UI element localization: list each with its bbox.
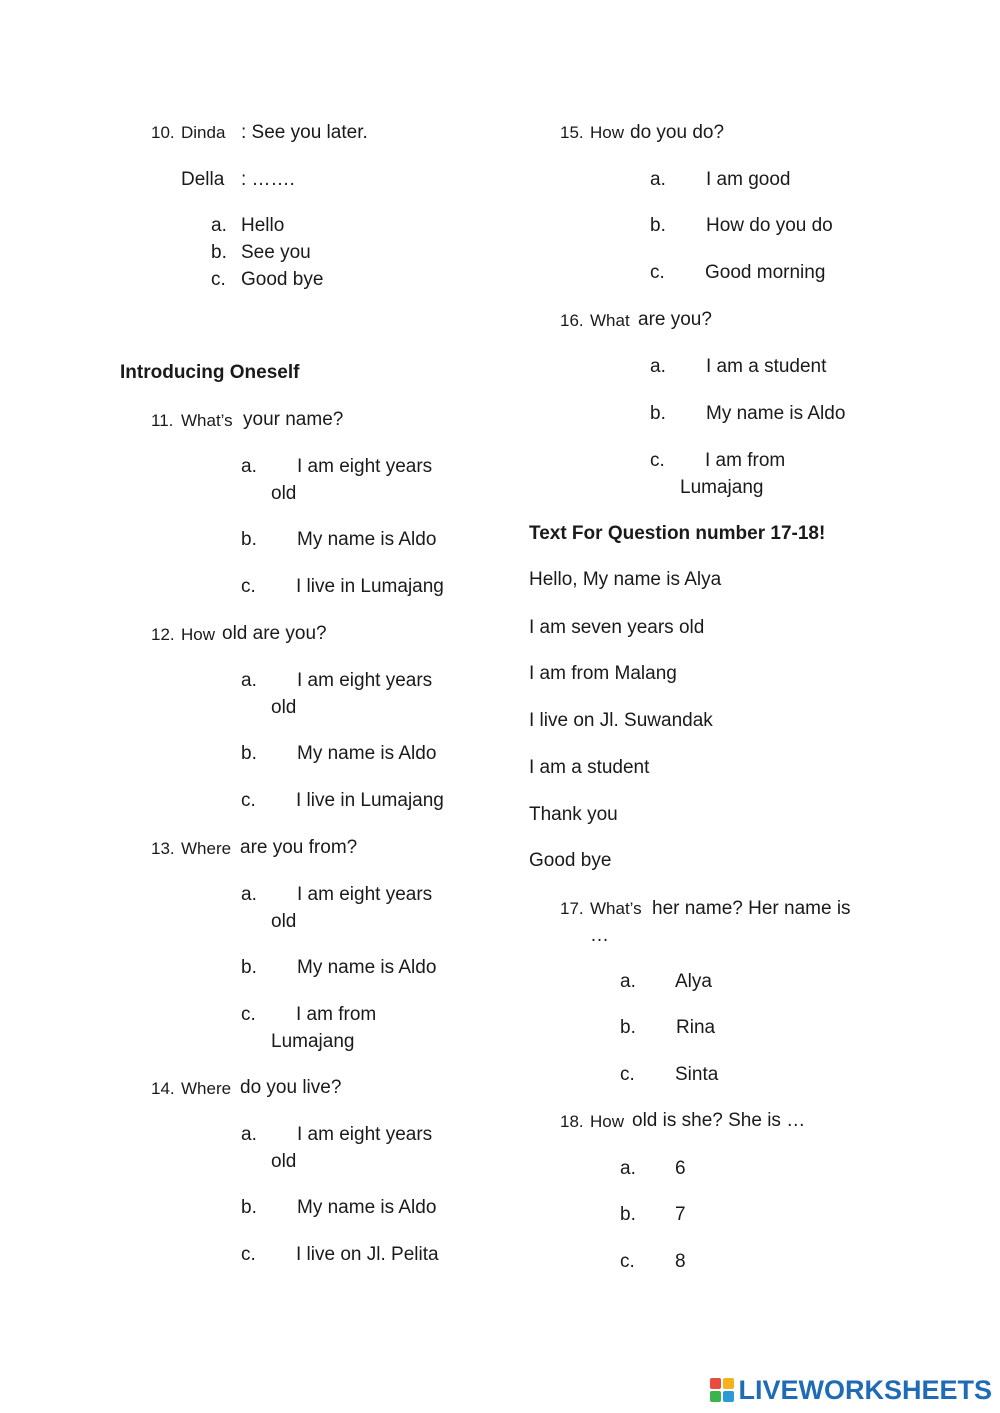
question-lead: Where: [181, 1079, 232, 1098]
question-number: 15.: [560, 123, 584, 142]
option-letter: b.: [241, 529, 257, 550]
option-text: See you: [241, 242, 311, 263]
option-letter: a.: [241, 456, 257, 477]
question-lead: How: [590, 1112, 625, 1131]
question-text: are you from?: [240, 837, 358, 858]
option-letter: a.: [211, 215, 227, 236]
reading-line: I am seven years old: [529, 617, 705, 638]
question-lead: Where: [181, 839, 232, 858]
reading-line: Hello, My name is Alya: [529, 569, 722, 590]
option-letter: b.: [241, 743, 257, 764]
dialog-line: : See you later.: [241, 122, 368, 143]
option-text: Good morning: [705, 262, 826, 283]
option-letter: c.: [650, 262, 665, 283]
question-text: do you do?: [630, 122, 725, 143]
option-text: Hello: [241, 215, 285, 236]
option-letter: a.: [650, 356, 666, 377]
option-text: I am good: [706, 169, 791, 190]
question-text: your name?: [243, 409, 344, 430]
option-text-continued: old: [271, 1151, 297, 1172]
question-text: her name? Her name is: [652, 898, 851, 919]
question-text: are you?: [638, 309, 712, 330]
option-letter: c.: [620, 1251, 635, 1272]
question-number: 10.: [151, 123, 175, 142]
option-text: I am from: [705, 450, 786, 471]
option-letter: a.: [241, 884, 257, 905]
option-letter: b.: [241, 1197, 257, 1218]
question-text: old is she? She is …: [632, 1110, 806, 1131]
option-text: Rina: [676, 1017, 716, 1038]
option-letter: c.: [650, 450, 665, 471]
option-letter: a.: [620, 1158, 636, 1179]
option-text: I live on Jl. Pelita: [296, 1244, 439, 1265]
logo-block: [710, 1391, 721, 1402]
option-letter: c.: [241, 1244, 256, 1265]
logo-text: LIVEWORKSHEETS: [738, 1374, 992, 1405]
option-letter: c.: [241, 576, 256, 597]
option-text-continued: Lumajang: [271, 1031, 355, 1052]
question-number: 14.: [151, 1079, 175, 1098]
option-letter: b.: [620, 1204, 636, 1225]
option-text-continued: old: [271, 483, 297, 504]
option-text: I am eight years: [297, 670, 433, 691]
question-lead: What’s: [181, 411, 233, 430]
reading-line: Good bye: [529, 850, 612, 871]
option-text: How do you do: [706, 215, 833, 236]
option-text: 8: [675, 1251, 686, 1272]
section-heading: Introducing Oneself: [120, 362, 300, 383]
question-lead: What: [590, 311, 630, 330]
option-text: I live in Lumajang: [296, 576, 444, 597]
option-letter: c.: [211, 269, 226, 290]
question-text: do you live?: [240, 1077, 342, 1098]
option-text-continued: Lumajang: [680, 477, 764, 498]
logo-block: [710, 1378, 721, 1389]
option-text: 6: [675, 1158, 686, 1179]
option-text-continued: old: [271, 911, 297, 932]
reading-line: I live on Jl. Suwandak: [529, 710, 713, 731]
option-text: I am eight years: [297, 884, 433, 905]
option-text: Alya: [675, 971, 712, 992]
option-text-continued: old: [271, 697, 297, 718]
question-text: old are you?: [222, 623, 327, 644]
option-text: I am eight years: [297, 456, 433, 477]
option-letter: c.: [241, 790, 256, 811]
question-number: 16.: [560, 311, 584, 330]
option-text: Sinta: [675, 1064, 719, 1085]
option-text: I am from: [296, 1004, 377, 1025]
option-letter: a.: [241, 670, 257, 691]
reading-line: I am a student: [529, 757, 650, 778]
question-number: 12.: [151, 625, 175, 644]
question-lead: How: [181, 625, 216, 644]
reading-line: Thank you: [529, 804, 618, 825]
logo-block: [723, 1391, 734, 1402]
option-letter: c.: [241, 1004, 256, 1025]
option-text: My name is Aldo: [297, 529, 437, 550]
option-text: Good bye: [241, 269, 324, 290]
question-lead: How: [590, 123, 625, 142]
option-letter: b.: [650, 403, 666, 424]
option-text: 7: [675, 1204, 686, 1225]
reading-line: I am from Malang: [529, 663, 677, 684]
speaker-name: Dinda: [181, 123, 226, 142]
option-text: I live in Lumajang: [296, 790, 444, 811]
option-letter: a.: [620, 971, 636, 992]
option-text: I am eight years: [297, 1124, 433, 1145]
question-text-continued: …: [590, 925, 609, 946]
option-text: I am a student: [706, 356, 827, 377]
option-letter: a.: [241, 1124, 257, 1145]
question-number: 18.: [560, 1112, 584, 1131]
option-text: My name is Aldo: [706, 403, 846, 424]
speaker-name: Della: [181, 169, 225, 190]
option-letter: b.: [211, 242, 227, 263]
logo-blocks-icon: [710, 1378, 734, 1402]
dialog-line: : …….: [241, 169, 295, 190]
logo-block: [723, 1378, 734, 1389]
question-number: 17.: [560, 899, 584, 918]
liveworksheets-logo: [710, 1375, 992, 1405]
option-text: My name is Aldo: [297, 743, 437, 764]
option-letter: a.: [650, 169, 666, 190]
option-text: My name is Aldo: [297, 957, 437, 978]
question-lead: What’s: [590, 899, 642, 918]
option-letter: b.: [620, 1017, 636, 1038]
reading-heading: Text For Question number 17-18!: [529, 523, 826, 544]
question-number: 11.: [151, 411, 174, 430]
question-number: 13.: [151, 839, 175, 858]
option-letter: c.: [620, 1064, 635, 1085]
option-letter: b.: [650, 215, 666, 236]
option-letter: b.: [241, 957, 257, 978]
option-text: My name is Aldo: [297, 1197, 437, 1218]
